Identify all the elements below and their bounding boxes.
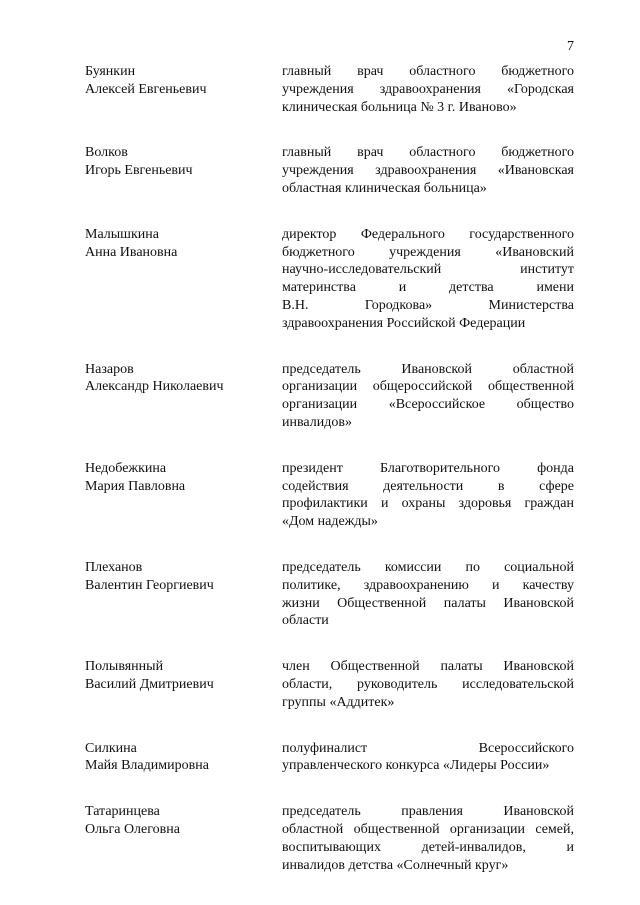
member-name [85, 658, 282, 711]
position-line: председатель Ивановской областной [282, 361, 574, 377]
position-line: инвалидов детства «Солнечный круг» [282, 857, 509, 873]
member-position [282, 144, 574, 197]
member-name [85, 361, 282, 432]
member-name [85, 226, 282, 333]
position-line: политике, здравоохранению и качеству [282, 577, 574, 593]
member-position [282, 226, 574, 333]
position-line: научно-исследовательский институт [282, 262, 574, 278]
position-line: председатель правления Ивановской [282, 804, 574, 820]
position-line: областной общественной организации семей, [282, 821, 574, 837]
member-given-names: Василий Дмитриевич [85, 676, 214, 692]
member-name [85, 740, 282, 776]
member-surname: Назаров [85, 361, 134, 377]
member-given-names: Мария Павловна [85, 478, 186, 494]
member-surname: Силкина [85, 740, 137, 756]
member-entry [85, 361, 575, 432]
member-name [85, 144, 282, 197]
member-surname: Волков [85, 145, 128, 161]
member-surname: Плеханов [85, 559, 143, 575]
member-entry [85, 63, 575, 116]
member-name [85, 803, 282, 874]
position-line: профилактики и охраны здоровья граждан [282, 496, 574, 512]
member-surname: Полывянный [85, 659, 164, 675]
member-position [282, 460, 574, 531]
member-position [282, 740, 574, 776]
member-position [282, 63, 574, 116]
position-line: инвалидов» [282, 414, 352, 430]
position-line: председатель комиссии по социальной [282, 559, 574, 575]
member-position [282, 803, 574, 874]
member-given-names: Майя Владимировна [85, 758, 209, 774]
position-line: главный врач областного бюджетного [282, 145, 574, 161]
member-entry [85, 226, 575, 333]
member-entry [85, 740, 575, 776]
position-line: группы «Аддитек» [282, 694, 395, 710]
member-name [85, 460, 282, 531]
position-line: материнства и детства имени [282, 280, 574, 296]
member-position [282, 361, 574, 432]
member-surname: Недобежкина [85, 460, 167, 476]
member-list [85, 63, 575, 902]
position-line: здравоохранения Российской Федерации [282, 315, 526, 331]
position-line: «Дом надежды» [282, 514, 378, 530]
member-given-names: Алексей Евгеньевич [85, 81, 207, 97]
position-line: области [282, 613, 329, 629]
member-surname: Малышкина [85, 226, 159, 242]
member-name [85, 559, 282, 630]
position-line: президент Благотворительного фонда [282, 460, 574, 476]
position-line: области, руководитель исследовательской [282, 676, 574, 692]
member-given-names: Валентин Георгиевич [85, 577, 214, 593]
member-position [282, 658, 574, 711]
member-entry [85, 803, 575, 874]
member-surname: Татаринцева [85, 804, 160, 820]
page-number: 7 [567, 39, 574, 54]
member-name [85, 63, 282, 116]
position-line: жизни Общественной палаты Ивановской [282, 595, 574, 611]
position-line: клиническая больница № 3 г. Иваново» [282, 99, 517, 115]
position-line: В.Н. Городкова» Министерства [282, 297, 574, 313]
position-line: воспитывающих детей-инвалидов, и [282, 839, 574, 855]
position-line: член Общественной палаты Ивановской [282, 659, 574, 675]
member-entry [85, 658, 575, 711]
position-line: полуфиналист Всероссийского [282, 740, 574, 756]
position-line: областная клиническая больница» [282, 180, 487, 196]
member-given-names: Александр Николаевич [85, 379, 224, 395]
member-entry [85, 559, 575, 630]
position-line: учреждения здравоохранения «Городская [282, 81, 574, 97]
member-given-names: Ольга Олеговна [85, 821, 180, 837]
position-line: организации «Всероссийское общество [282, 397, 574, 413]
position-line: содействия деятельности в сфере [282, 478, 574, 494]
member-given-names: Анна Ивановна [85, 244, 178, 260]
position-line: управленческого конкурса «Лидеры России» [282, 758, 550, 774]
member-position [282, 559, 574, 630]
member-given-names: Игорь Евгеньевич [85, 163, 193, 179]
member-entry [85, 460, 575, 531]
member-entry [85, 144, 575, 197]
position-line: бюджетного учреждения «Ивановский [282, 244, 574, 260]
position-line: организации общероссийской общественной [282, 379, 574, 395]
member-surname: Буянкин [85, 64, 136, 79]
position-line: директор Федерального государственного [282, 226, 574, 242]
position-line: учреждения здравоохранения «Ивановская [282, 163, 574, 179]
position-line: главный врач областного бюджетного [282, 64, 574, 79]
